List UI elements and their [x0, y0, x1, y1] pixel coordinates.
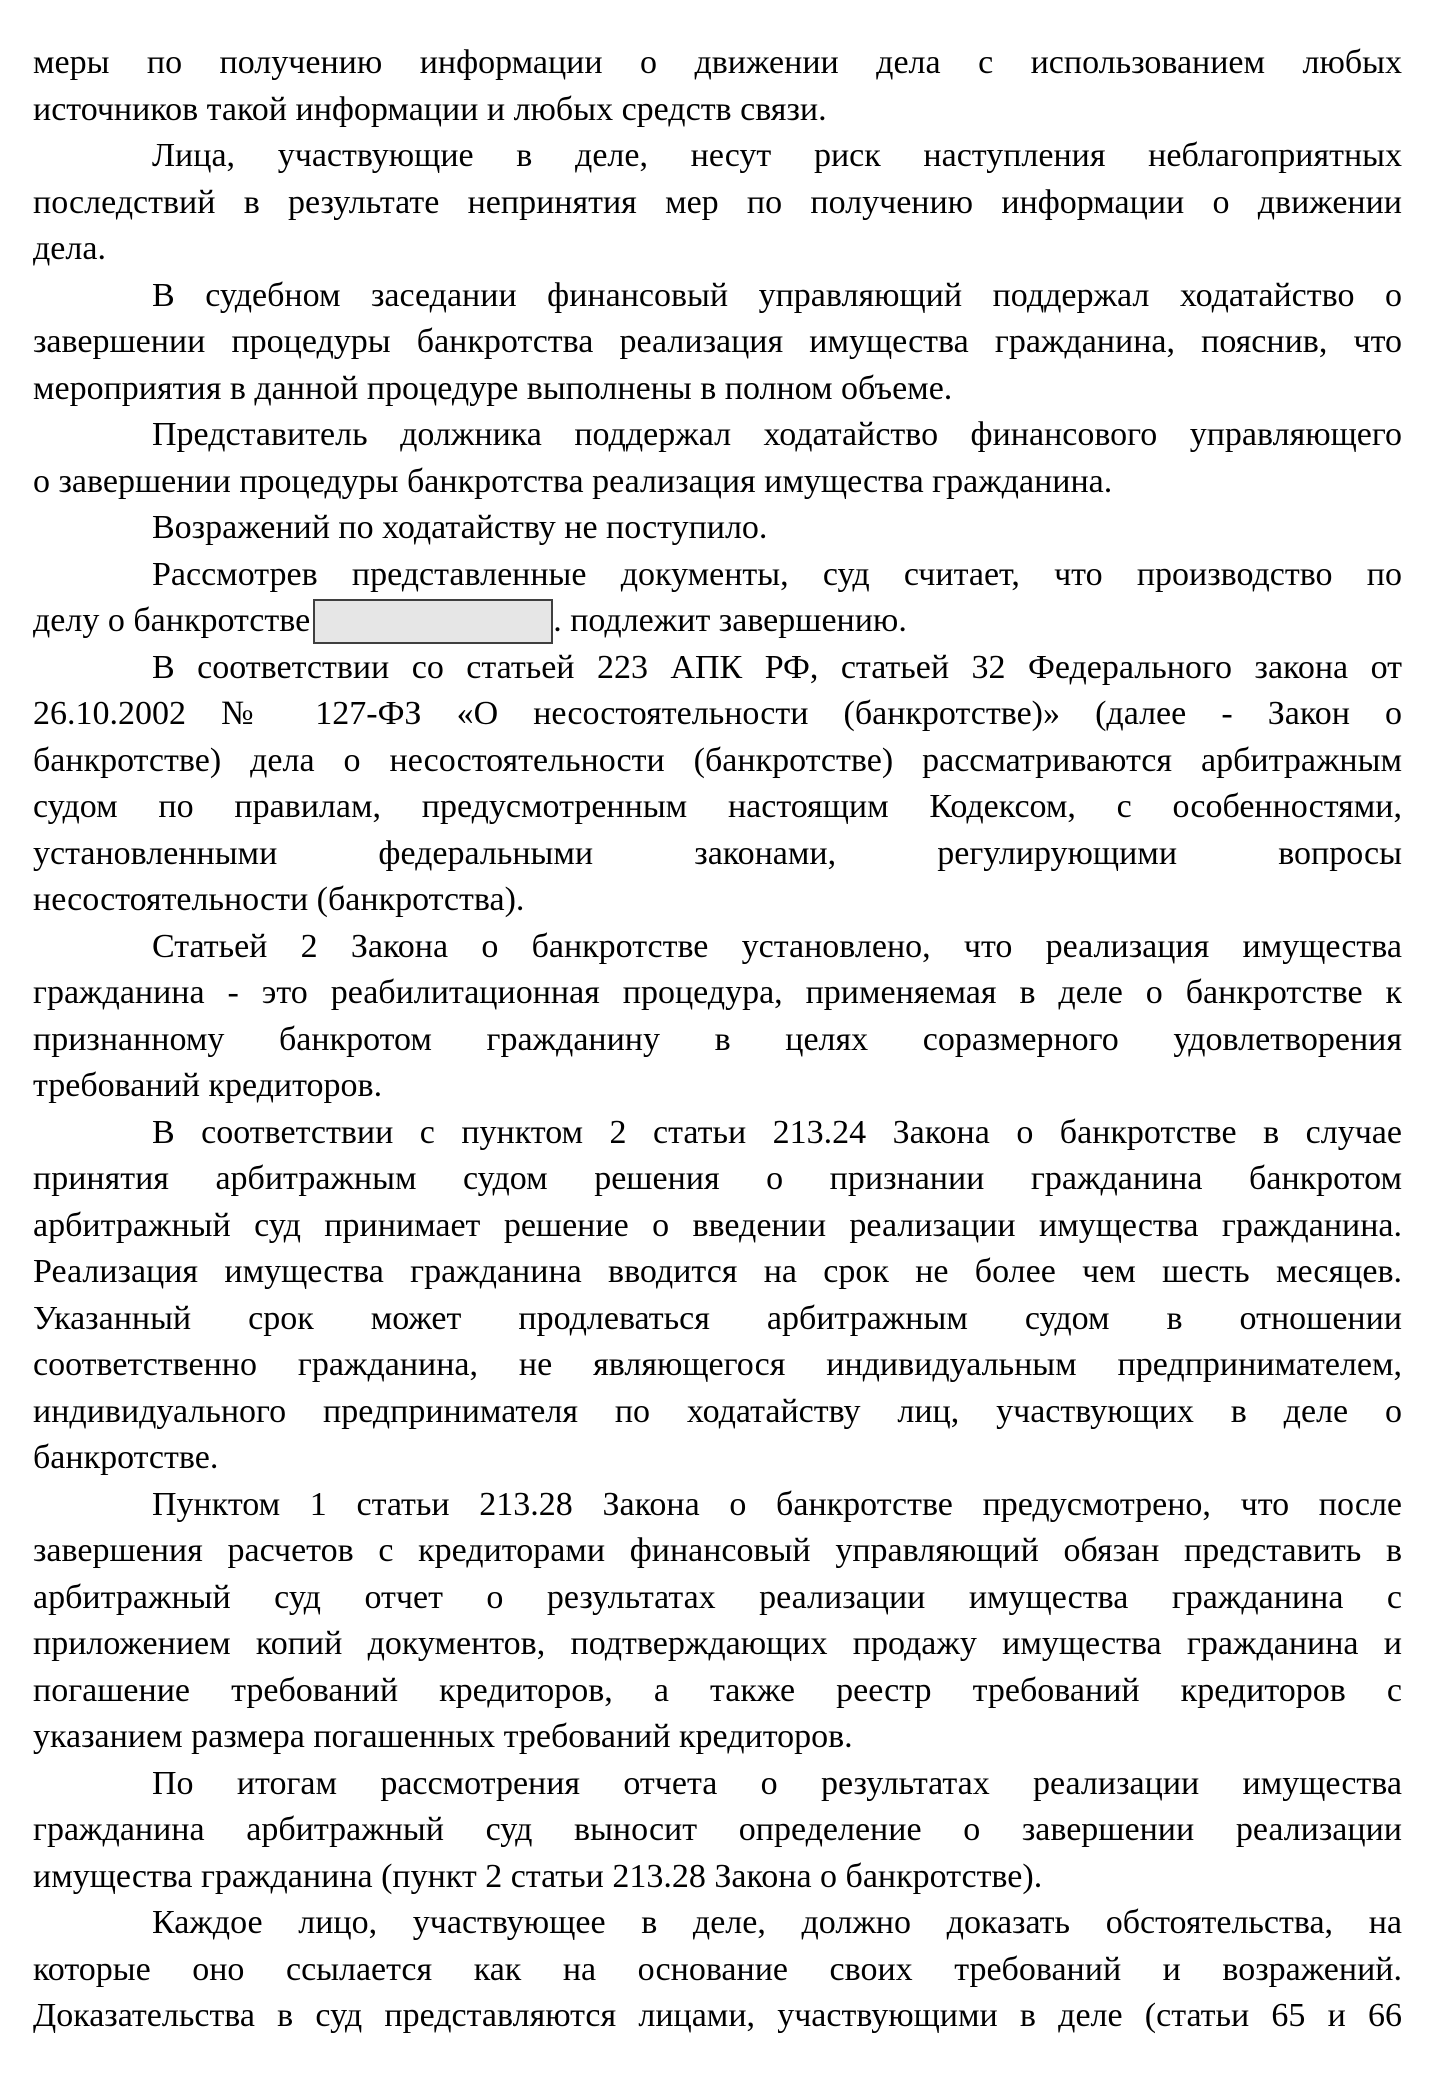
paragraph — [33, 40, 1402, 133]
paragraph — [33, 924, 1402, 1110]
text-line: признанному банкротом гражданину в целях соразмерного удовлетворения — [33, 1020, 1402, 1058]
text-line: арбитражный суд отчет о результатах реализации имущества гражданина с — [33, 1578, 1402, 1616]
text-line: приложением копий документов, подтверждающих продажу имущества гражданина и — [33, 1625, 1402, 1662]
paragraph — [33, 552, 1402, 645]
text-line: погашение требований кредиторов, а также реестр требований кредиторов с — [33, 1671, 1402, 1709]
text-line: банкротстве) дела о несостоятельности (банкротстве) рассматриваются арбитражным — [33, 741, 1402, 779]
text-line: дела. — [33, 230, 106, 267]
text-line: завершения расчетов с кредиторами финансовый управляющий обязан представить в — [33, 1532, 1402, 1569]
paragraph — [33, 273, 1402, 413]
text-line: В судебном заседании финансовый управляющий поддержал ходатайство о — [152, 276, 1402, 314]
redacted-name-box — [313, 599, 553, 644]
paragraph — [33, 1761, 1402, 1901]
text-line: Доказательства в суд представляются лицами, участвующими в деле (статьи 65 и 66 — [33, 1997, 1402, 2034]
text-line: имущества гражданина (пункт 2 статьи 213.28 Закона о банкротстве). — [33, 1857, 1043, 1895]
text-line: Каждое лицо, участвующее в деле, должно доказать обстоятельства, на — [152, 1904, 1402, 1941]
text-line: судом по правилам, предусмотренным настоящим Кодексом, с особенностями, — [33, 788, 1402, 825]
text-line: В соответствии со статьей 223 АПК РФ, статьей 32 Федерального закона от — [152, 648, 1402, 686]
text-line: В соответствии с пунктом 2 статьи 213.24 Закона о банкротстве в случае — [152, 1113, 1402, 1151]
text-line: Реализация имущества гражданина вводится на срок не более чем шесть месяцев. — [33, 1253, 1402, 1290]
text-line: индивидуального предпринимателя по ходатайству лиц, участвующих в деле о — [33, 1392, 1402, 1430]
paragraph — [33, 1900, 1402, 2040]
paragraph — [33, 505, 1402, 552]
text-line: мероприятия в данной процедуре выполнены в полном объеме. — [33, 369, 953, 407]
text-line: 26.10.2002 № 127-ФЗ «О несостоятельности (банкротстве)» (далее - Закон о — [33, 695, 1402, 732]
text-line: источников такой информации и любых средств связи. — [33, 90, 827, 128]
text-after-redaction: . подлежит завершению. — [553, 602, 907, 639]
text-line: Представитель должника поддержал ходатайство финансового управляющего — [152, 416, 1402, 453]
text-line: последствий в результате непринятия мер по получению информации о движении — [33, 183, 1402, 221]
text-line: которые оно ссылается как на основание своих требований и возражений. — [33, 1950, 1402, 1988]
paragraph — [33, 412, 1402, 505]
text-line: гражданина - это реабилитационная процедура, применяемая в деле о банкротстве к — [33, 974, 1402, 1011]
text-line: Указанный срок может продлеваться арбитражным судом в отношении — [33, 1299, 1402, 1337]
text-line: банкротстве. — [33, 1439, 219, 1476]
paragraph — [33, 133, 1402, 273]
text-line: несостоятельности (банкротства). — [33, 881, 525, 918]
text-line: Рассмотрев представленные документы, суд считает, что производство по — [152, 555, 1402, 593]
paragraph — [33, 1110, 1402, 1482]
paragraph — [33, 645, 1402, 924]
text-line: о завершении процедуры банкротства реализация имущества гражданина. — [33, 462, 1113, 500]
text-line: завершении процедуры банкротства реализация имущества гражданина, пояснив, что — [33, 323, 1402, 360]
text-line: требований кредиторов. — [33, 1067, 383, 1104]
text-line: Лица, участвующие в деле, несут риск наступления неблагоприятных — [152, 137, 1402, 174]
text-before-redaction: делу о банкротстве — [33, 602, 311, 639]
text-line: Статьей 2 Закона о банкротстве установлено, что реализация имущества — [152, 927, 1402, 965]
text-line: соответственно гражданина, не являющегося индивидуальным предпринимателем, — [33, 1346, 1402, 1383]
text-line: Возражений по ходатайству не поступило. — [152, 509, 768, 546]
text-line: Пунктом 1 статьи 213.28 Закона о банкротстве предусмотрено, что после — [152, 1485, 1402, 1523]
text-line: принятия арбитражным судом решения о признании гражданина банкротом — [33, 1160, 1402, 1197]
paragraph — [33, 1482, 1402, 1761]
text-line: меры по получению информации о движении дела с использованием любых — [33, 44, 1402, 81]
text-line: гражданина арбитражный суд выносит определение о завершении реализации — [33, 1811, 1402, 1848]
text-line — [33, 598, 1402, 645]
text-line: установленными федеральными законами, регулирующими вопросы — [33, 834, 1402, 872]
text-line: указанием размера погашенных требований кредиторов. — [33, 1718, 853, 1755]
text-line: По итогам рассмотрения отчета о результатах реализации имущества — [152, 1764, 1402, 1802]
text-line: арбитражный суд принимает решение о введении реализации имущества гражданина. — [33, 1206, 1402, 1244]
